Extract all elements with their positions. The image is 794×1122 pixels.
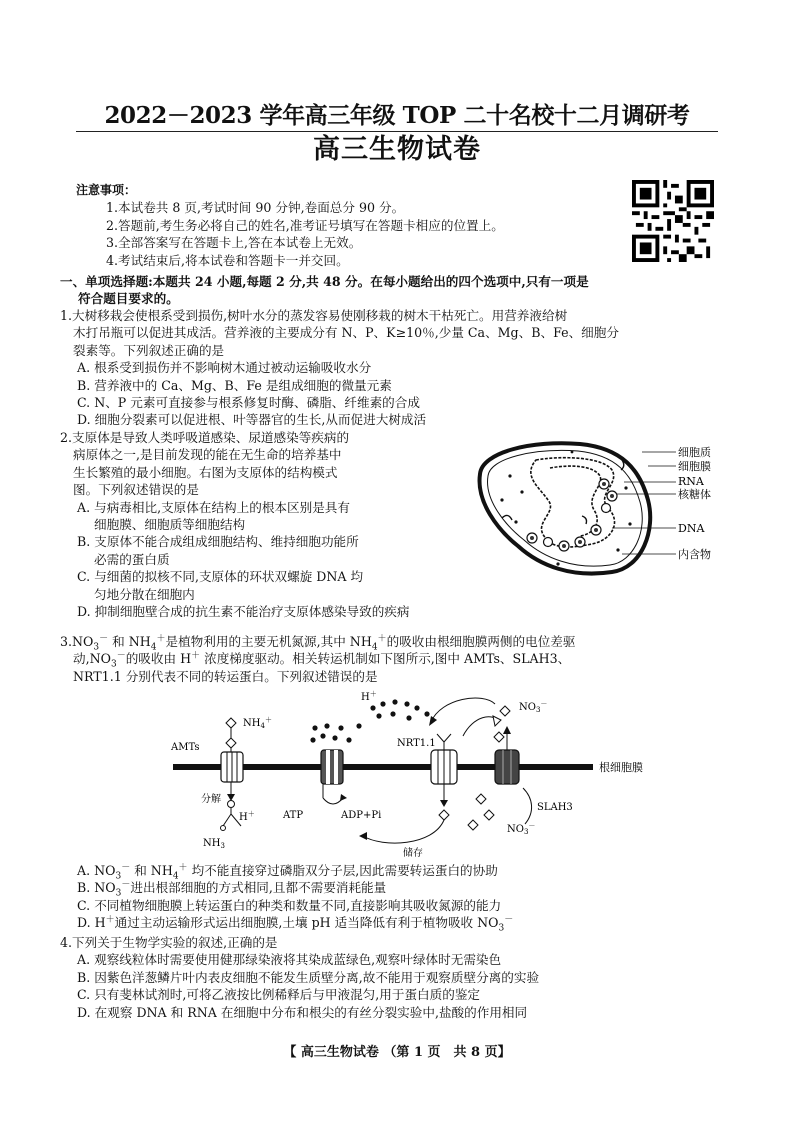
question-stem: 木打吊瓶可以促进其成活。营养液的主要成分有 N、P、K≥10％,少量 Ca、Mg、B、Fe、细胞分 [73, 325, 619, 341]
amts-transporter-icon [221, 752, 243, 782]
option-c: C. 与细菌的拟核不同,支原体的环状双螺旋 DNA 均 [77, 569, 364, 585]
exam-subject-title: 高三生物试卷 [313, 134, 481, 165]
dna-strand [531, 458, 615, 547]
label-leader-lines [612, 452, 676, 554]
page-footer: 【 高三生物试卷 （第 1 页 共 8 页】 [283, 1045, 511, 1060]
option-a: A. 观察线粒体时需要使用健那绿染液将其染成蓝绿色,观察叶绿体时无需染色 [77, 952, 502, 968]
question-stem: 4.下列关于生物学实验的叙述,正确的是 [60, 935, 278, 950]
label-slah3: SLAH3 [537, 802, 573, 813]
nitrogen-transport-diagram [163, 686, 675, 862]
section-heading-line: 一、单项选择题:本题共 24 小题,每题 2 分,共 48 分。在每小题给出的四个选项中,只有一项是 [60, 274, 589, 289]
question-stem: 1.大树移栽会使根系受到损伤,树叶水分的蒸发容易使刚移栽的树木干枯死亡。用营养液给树 [60, 308, 568, 323]
option-b: B. 营养液中的 Ca、Mg、B、Fe 是组成细胞的微量元素 [77, 377, 392, 393]
option-c-cont: 匀地分散在细胞内 [94, 586, 195, 602]
label-decompose: 分解 [201, 794, 221, 805]
option-d: D. 在观察 DNA 和 RNA 在细胞中分布和根尖的有丝分裂实验中,盐酸的作用相同 [77, 1004, 528, 1020]
label-atp: ATP [283, 810, 304, 821]
notice-heading: 注意事项： [76, 183, 137, 197]
label-nh3: $NH_3$ [203, 838, 225, 850]
label-amts: AMTs [171, 742, 200, 753]
qr-code-icon [632, 180, 714, 262]
question-stem: 动$,NO_3^-$的吸收由 H＋ 浓度梯度驱动。相关转运机制如下图所示,图中 AMTs、SLAH3、 [73, 651, 571, 670]
option-d: D. H＋通过主动运输形式运出细胞膜,土壤 pH 适当降低有利于植物吸收 $NO_3^-$ [77, 915, 514, 934]
option-b: B. 支原体不能合成组成细胞结构、维持细胞功能所 [77, 534, 359, 550]
option-a: A. $NO_3^-$ 和 $NH_4^+$ 均不能直接穿过磷脂双分子层,因此需要转运蛋白的协助 [77, 862, 498, 882]
slah3-transporter-icon [495, 750, 519, 784]
notice-item: 4.考试结束后,将本试卷和答题卡一并交回。 [106, 252, 349, 268]
question-stem: $3.NO_3^-$ 和 $NH_4^+$是植物利用的主要无机氮源,其中 $NH_4^+$的吸收由根细胞膜两侧的电位差驱 [60, 633, 576, 653]
option-a: A. 根系受到损伤并不影响树木通过被动运输吸收水分 [77, 360, 372, 376]
question-4 [60, 934, 725, 1021]
option-c: C. 只有斐林试剂时,可将乙液按比例稀释后与甲液混匀,用于蛋白质的鉴定 [77, 987, 481, 1003]
question-stem: 裂素等。下列叙述正确的是 [73, 342, 225, 358]
notice-item: 2.答题前,考生务必将自己的姓名,准考证号填写在答题卡相应的位置上。 [106, 217, 504, 233]
section-heading-line: 符合题目要求的。 [78, 291, 179, 307]
label-dna: DNA [678, 522, 705, 535]
label-root-membrane: 根细胞膜 [599, 761, 643, 774]
option-d: D. 细胞分裂素可以促进根、叶等器官的生长,从而促进大树成活 [77, 412, 427, 428]
nrt-transporter-icon [431, 750, 457, 784]
option-b-cont: 必需的蛋白质 [94, 551, 170, 567]
option-d: D. 抑制细胞壁合成的抗生素不能治疗支原体感染导致的疾病 [77, 604, 410, 620]
label-nh4: $NH_4^+$ [243, 716, 272, 730]
label-nrt: NRT1.1 [397, 738, 436, 749]
label-no3-bottom: $NO_3^-$ [507, 822, 536, 836]
exam-title: 2022－2023 学年高三年级 TOP 二十名校十二月调研考 [76, 101, 718, 132]
proton-pump-icon [321, 750, 343, 784]
label-h-top: H＋ [361, 690, 377, 703]
label-inclusion: 内含物 [678, 548, 711, 561]
label-cytoplasm: 细胞质 [678, 446, 711, 459]
label-ribosome: 核糖体 [678, 488, 711, 501]
question-stem: 生长繁殖的最小细胞。右图为支原体的结构模式 [73, 464, 338, 480]
notice-item: 1.本试卷共 8 页,考试时间 90 分钟,卷面总分 90 分。 [106, 200, 405, 216]
option-a: A. 与病毒相比,支原体在结构上的根本区别是具有 [77, 499, 350, 515]
question-stem: NRT1.1 分别代表不同的转运蛋白。下列叙述错误的是 [73, 668, 378, 684]
option-b: B. $NO_3^-$进出根部细胞的方式相同,且都不需要消耗能量 [77, 880, 387, 899]
question-2 [60, 429, 460, 620]
question-1 [60, 307, 725, 429]
option-a-cont: 细胞膜、细胞质等细胞结构 [94, 517, 246, 533]
option-c: C. 不同植物细胞膜上转运蛋白的种类和数量不同,直接影响其吸收氮源的能力 [77, 897, 502, 913]
question-3 [60, 633, 725, 685]
label-h-bottom: H＋ [239, 810, 255, 823]
option-c: C. N、P 元素可直接参与根系修复时酶、磷脂、纤维素的合成 [77, 395, 420, 411]
question-3-options [60, 862, 725, 932]
label-membrane: 细胞膜 [678, 460, 711, 473]
question-stem: 2.支原体是导致人类呼吸道感染、尿道感染等疾病的 [60, 430, 350, 445]
notice-item: 3.全部答案写在答题卡上,答在本试卷上无效。 [106, 235, 362, 251]
option-b: B. 因紫色洋葱鳞片叶内表皮细胞不能发生质壁分离,故不能用于观察质壁分离的实验 [77, 969, 540, 985]
label-adp: ADP+Pi [341, 810, 382, 821]
question-stem: 图。下列叙述错误的是 [73, 482, 199, 498]
label-no3-top: $NO_3^-$ [519, 700, 548, 714]
label-rna: RNA [678, 475, 704, 488]
label-storage: 储存 [403, 848, 423, 859]
question-stem: 病原体之一,是目前发现的能在无生命的培养基中 [73, 447, 342, 463]
mycoplasma-diagram [462, 430, 724, 580]
notice-block [76, 182, 624, 269]
section-heading [60, 273, 725, 308]
